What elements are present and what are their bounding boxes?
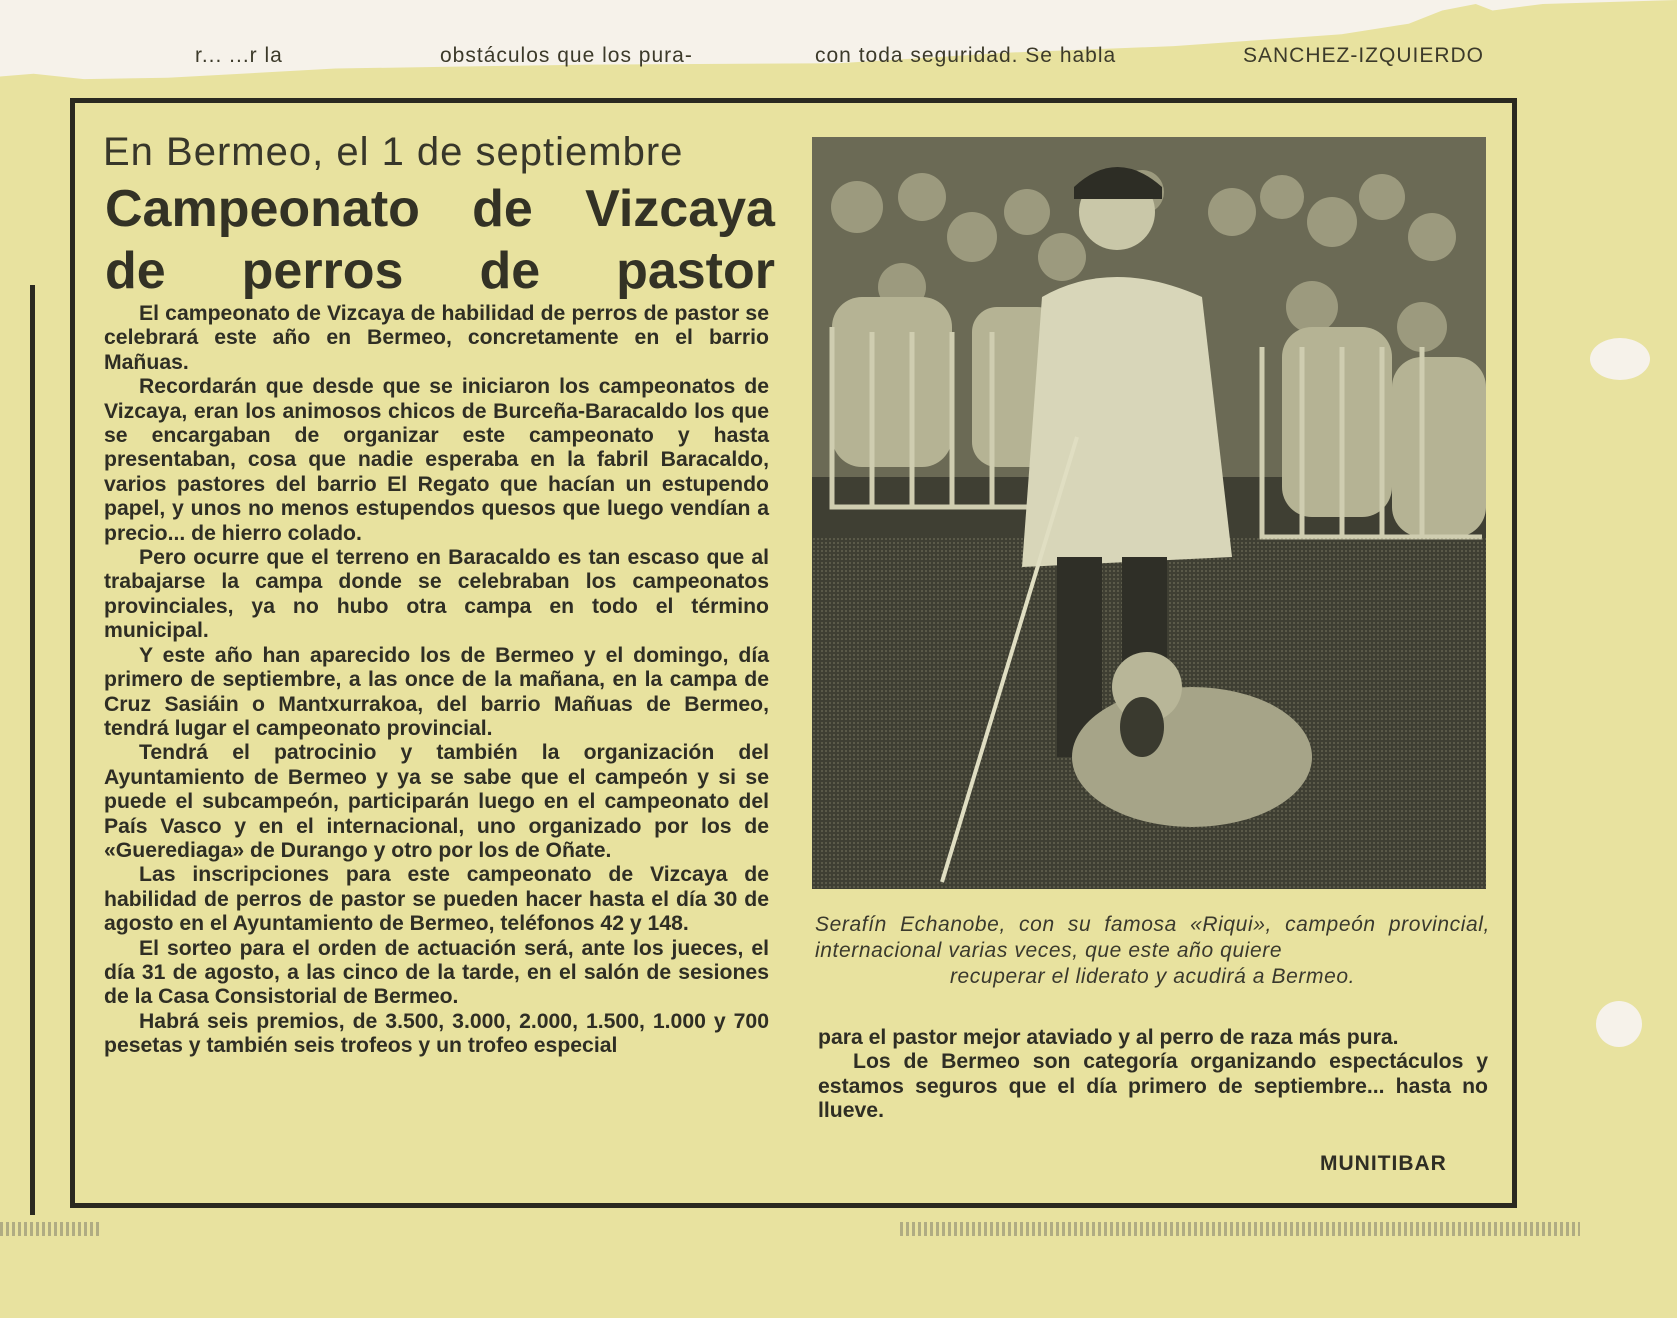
paragraph: El sorteo para el orden de actuación será, ante los jueces, el día 31 de agosto, a las cinco de la tarde, en el salón de sesiones de la Casa Consistorial de Bermeo. bbox=[104, 936, 769, 1009]
scrap-text-col3: con toda seguridad. Se habla bbox=[815, 44, 1117, 67]
title-word: perros bbox=[241, 242, 404, 300]
title-word: de bbox=[105, 242, 166, 300]
paragraph: Habrá seis premios, de 3.500, 3.000, 2.000, 1.500, 1.000 y 700 pesetas y también seis trofeos y un trofeo especial bbox=[104, 1009, 769, 1058]
paragraph: Recordarán que desde que se iniciaron los campeonatos de Vizcaya, eran los animosos chicos de Burceña-Baracaldo los que se encargaban de organizar este campeonato y hasta presentaban, cosa que nadie esperaba en la fabril Baracaldo, varios pastores del barrio El Regato que hacían un estupendo papel, y unos no menos estupendos quesos que luego vendían a precio... de hierro colado. bbox=[104, 375, 769, 545]
paragraph-continuation: para el pastor mejor ataviado y al perro de raza más pura. bbox=[818, 1026, 1399, 1049]
title-word: Campeonato bbox=[105, 180, 420, 238]
scrap-byline: SANCHEZ-IZQUIERDO bbox=[1243, 44, 1485, 67]
adjacent-print-trace bbox=[0, 1222, 100, 1236]
title-word: de bbox=[472, 180, 533, 238]
article-body-right bbox=[818, 1026, 1488, 1124]
scrap-text-col2: obstáculos que los pura- bbox=[440, 44, 693, 67]
article-kicker: En Bermeo, el 1 de septiembre bbox=[103, 130, 684, 174]
punch-hole bbox=[1596, 1001, 1642, 1047]
article-body-left bbox=[104, 302, 769, 1059]
caption-last-line: recuperar el liderato y acudirá a Bermeo. bbox=[949, 965, 1356, 988]
title-word: de bbox=[479, 242, 541, 300]
paragraph: Tendrá el patrocinio y también la organización del Ayuntamiento de Bermeo y ya se sabe que el campeón y si se puede el subcampeón, participarán luego en el campeonato del País Vasco y en el internacional, uno organizado por los de «Guerediaga» de Durango y otro por los de Oñate. bbox=[104, 741, 769, 862]
paragraph: Los de Bermeo son categoría organizando espectáculos y estamos seguros que el día primero de septiembre... hasta no llueve. bbox=[818, 1050, 1488, 1123]
title-line-2 bbox=[105, 240, 775, 302]
photo-caption bbox=[815, 912, 1490, 990]
paragraph: El campeonato de Vizcaya de habilidad de perros de pastor se celebrará este año en Bermeo, concretamente en el barrio Mañuas. bbox=[104, 302, 769, 374]
paragraph: Y este año han aparecido los de Bermeo y el domingo, día primero de septiembre, a las once de la mañana, en la campa de Cruz Sasiáin o Mantxurrakoa, del barrio Mañuas de Bermeo, tendrá lugar el campeonato provincial. bbox=[104, 643, 769, 740]
punch-hole bbox=[1590, 338, 1650, 380]
paragraph: Pero ocurre que el terreno en Baracaldo es tan escaso que al trabajarse la campa donde se celebraban los campeonatos provinciales, ya no hubo otra campa en todo el término municipal. bbox=[104, 546, 769, 643]
article-title bbox=[105, 178, 775, 302]
adjacent-article-border bbox=[0, 285, 35, 1215]
title-word: pastor bbox=[616, 242, 775, 300]
author-signature: MUNITIBAR bbox=[1320, 1152, 1447, 1175]
adjacent-print-trace bbox=[900, 1222, 1580, 1236]
title-line-1 bbox=[105, 178, 775, 240]
caption-text: Serafín Echanobe, con su famosa «Riqui», campeón provincial, internacional varias veces, que este año quiere bbox=[815, 913, 1490, 962]
scrap-text-col1: r... ...r la bbox=[195, 44, 283, 67]
paragraph: Las inscripciones para este campeonato de Vizcaya de habilidad de perros de pastor se pueden hacer hasta el día 30 de agosto en el Ayuntamiento de Bermeo, teléfonos 42 y 148. bbox=[104, 863, 769, 936]
article-photo bbox=[812, 137, 1486, 889]
title-word: Vizcaya bbox=[585, 180, 775, 238]
photo-illustration bbox=[812, 137, 1486, 889]
